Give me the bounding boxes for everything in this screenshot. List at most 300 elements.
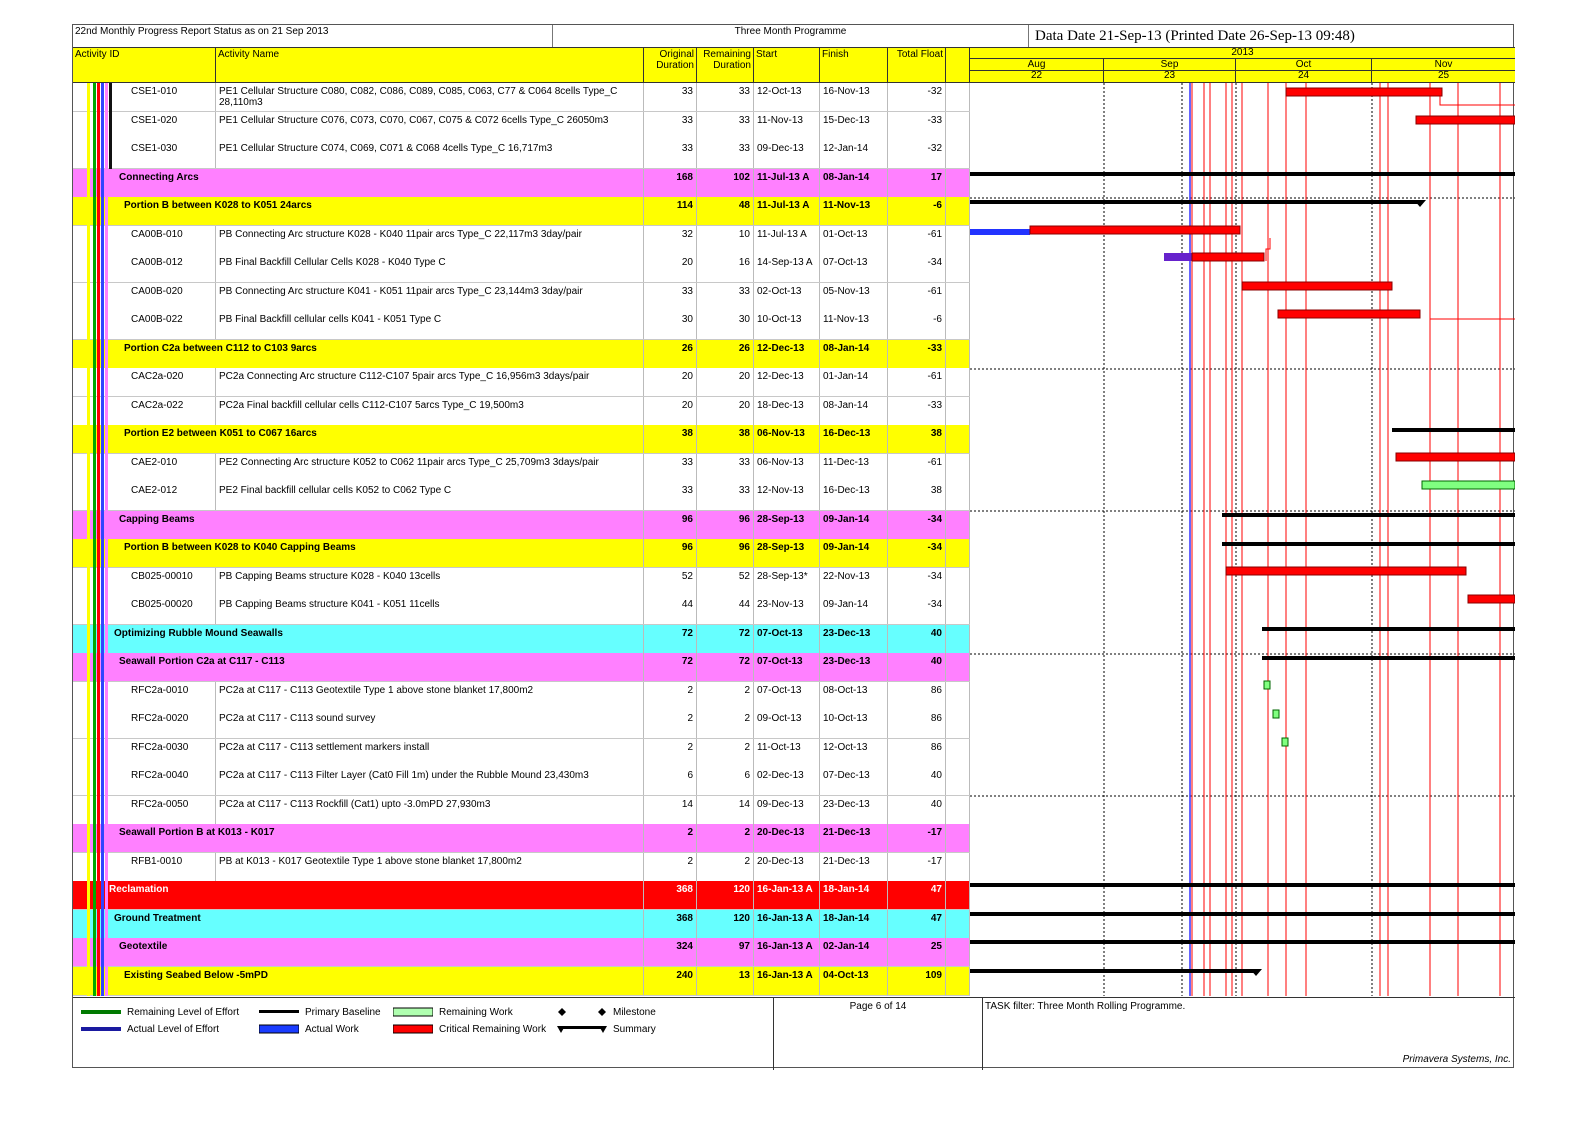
activity-name-line1: PB Capping Beams structure K041 - K051 11cells [219, 599, 440, 610]
timescale-weeks [970, 71, 1515, 82]
bar-summary [970, 200, 1420, 204]
col-remaining-duration-line1: Remaining [703, 49, 751, 60]
activity-id: RFC2a-0010 [73, 682, 216, 710]
legend-label: Milestone [613, 1007, 656, 1018]
activity-row[interactable] [73, 596, 970, 625]
activity-row[interactable] [73, 796, 970, 825]
cell-od: 2 [644, 682, 697, 710]
cell-tf: -33 [888, 112, 946, 140]
bar-actual-progress [1164, 253, 1192, 261]
cell-od: 33 [644, 283, 697, 311]
indent-bar-yellow [87, 83, 90, 996]
cell-tf: 40 [888, 796, 946, 824]
wbs-row[interactable] [73, 625, 970, 654]
bar-critical [1278, 310, 1420, 318]
cell-rd: 52 [697, 568, 754, 596]
cell-finish: 12-Oct-13 [820, 739, 888, 767]
bar-summary [1262, 656, 1515, 660]
legend-label: Primary Baseline [305, 1007, 381, 1018]
col-original-duration-line2: Duration [656, 60, 694, 71]
cell-finish: 23-Dec-13 [820, 796, 888, 824]
activity-row[interactable] [73, 311, 970, 340]
cell-tf: 25 [888, 938, 946, 966]
cell-od: 44 [644, 596, 697, 624]
cell-finish: 16-Dec-13 [820, 425, 888, 453]
cell-tf: 47 [888, 910, 946, 938]
legend-label: Remaining Level of Effort [127, 1007, 240, 1018]
cell-rd: 33 [697, 454, 754, 482]
activity-name-line1: PE1 Cellular Structure C080, C082, C086, C089, C085, C063, C77 & C064 8cells Type_C [219, 86, 618, 97]
cell-rd: 14 [697, 796, 754, 824]
cell-rd: 13 [697, 967, 754, 995]
week-23: 23 [1104, 71, 1236, 82]
cell-extra [946, 910, 970, 938]
activity-row[interactable] [73, 454, 970, 483]
cell-finish: 18-Jan-14 [820, 910, 888, 938]
legend-milestone [557, 1006, 656, 1020]
red-bar-icon [393, 1024, 433, 1034]
cell-tf: 86 [888, 682, 946, 710]
activity-name [216, 254, 644, 282]
cell-rd: 72 [697, 625, 754, 653]
col-finish[interactable]: Finish [820, 48, 888, 82]
activity-id: CAC2a-022 [73, 397, 216, 425]
cell-finish: 16-Dec-13 [820, 482, 888, 510]
cell-start: 16-Jan-13 A [754, 910, 820, 938]
cell-extra [946, 938, 970, 966]
cell-rd: 2 [697, 739, 754, 767]
cell-od: 96 [644, 511, 697, 539]
bar-remaining [1422, 481, 1515, 489]
cell-finish: 11-Dec-13 [820, 454, 888, 482]
wbs-name: Optimizing Rubble Mound Seawalls [73, 625, 644, 653]
cell-rd: 10 [697, 226, 754, 254]
cell-tf: -32 [888, 83, 946, 111]
cell-finish: 12-Jan-14 [820, 140, 888, 168]
cell-rd: 120 [697, 881, 754, 909]
activity-row[interactable] [73, 283, 970, 312]
activity-name [216, 368, 644, 396]
timescale-header [970, 48, 1515, 82]
cell-od: 33 [644, 482, 697, 510]
cell-start: 12-Dec-13 [754, 340, 820, 368]
cell-start: 23-Nov-13 [754, 596, 820, 624]
indent-bar-magenta [105, 83, 108, 996]
activity-row[interactable] [73, 710, 970, 739]
cell-od: 368 [644, 910, 697, 938]
activity-id: CAE2-010 [73, 454, 216, 482]
cell-tf: -61 [888, 454, 946, 482]
activity-id: CA00B-022 [73, 311, 216, 339]
cell-start: 11-Jul-13 A [754, 169, 820, 197]
indent-bar-green [93, 83, 96, 996]
activity-name-line1: PC2a at C117 - C113 settlement markers install [219, 741, 430, 753]
cell-rd: 96 [697, 511, 754, 539]
cell-finish: 08-Jan-14 [820, 169, 888, 197]
activity-row[interactable] [73, 767, 970, 796]
cell-tf: 38 [888, 482, 946, 510]
activity-name [216, 454, 644, 482]
cell-tf: -34 [888, 511, 946, 539]
cell-start: 20-Dec-13 [754, 853, 820, 881]
wbs-name: Capping Beams [73, 511, 644, 539]
activity-name [216, 767, 644, 795]
activity-name-line1: PC2a Connecting Arc structure C112-C107 5pair arcs Type_C 16,956m3 3days/pair [219, 371, 590, 382]
cell-od: 14 [644, 796, 697, 824]
cell-od: 52 [644, 568, 697, 596]
activity-name-line1: PE2 Connecting Arc structure K052 to C062 11pair arcs Type_C 25,709m3 3days/pair [219, 456, 599, 468]
cell-extra [946, 397, 970, 425]
cell-rd: 20 [697, 368, 754, 396]
wbs-row[interactable] [73, 340, 970, 369]
cell-tf: -33 [888, 340, 946, 368]
cell-finish: 05-Nov-13 [820, 283, 888, 311]
activity-name [216, 226, 644, 254]
month-nov: Nov [1434, 59, 1453, 70]
wbs-row[interactable] [73, 967, 970, 996]
cell-extra [946, 824, 970, 852]
wbs-row[interactable] [73, 824, 970, 853]
legend-actual-loe [81, 1023, 219, 1037]
cell-extra [946, 653, 970, 681]
cell-start: 06-Nov-13 [754, 454, 820, 482]
activity-name-line1: PE1 Cellular Structure C074, C069, C071 & C068 4cells Type_C 16,717m3 [219, 143, 553, 154]
activity-name-line1: PC2a at C117 - C113 Rockfill (Cat1) upto -3.0mPD 27,930m3 [219, 798, 491, 810]
cell-start: 11-Nov-13 [754, 112, 820, 140]
cell-tf: -17 [888, 824, 946, 852]
activity-name-line1: PB Final Backfill cellular cells K041 - K051 Type C [219, 314, 442, 325]
legend [73, 997, 1515, 1069]
cell-finish: 11-Nov-13 [820, 197, 888, 225]
col-extra [946, 48, 970, 82]
cell-od: 2 [644, 824, 697, 852]
cell-start: 07-Oct-13 [754, 625, 820, 653]
wbs-row[interactable] [73, 539, 970, 568]
cell-start: 12-Nov-13 [754, 482, 820, 510]
legend-actual-work [259, 1023, 359, 1037]
activity-id: CSE1-030 [73, 140, 216, 168]
cell-tf: -61 [888, 283, 946, 311]
bar-actual [970, 229, 1030, 235]
cell-extra [946, 340, 970, 368]
cell-extra [946, 197, 970, 225]
programme-title: Three Month Programme [553, 25, 1029, 47]
summary-icon [557, 1024, 607, 1034]
wbs-name: Reclamation [73, 881, 644, 909]
bar-critical [1242, 282, 1392, 290]
legend-remaining-loe [81, 1006, 239, 1020]
activity-row[interactable] [73, 368, 970, 397]
cell-od: 20 [644, 397, 697, 425]
legend-label: Actual Work [305, 1024, 359, 1035]
cell-tf: -6 [888, 197, 946, 225]
activity-row[interactable] [73, 397, 970, 426]
cell-rd: 2 [697, 710, 754, 738]
wbs-row[interactable] [73, 938, 970, 967]
cell-od: 2 [644, 739, 697, 767]
activity-name [216, 853, 644, 881]
cell-finish: 09-Jan-14 [820, 539, 888, 567]
activity-name-line1: PB Final Backfill Cellular Cells K028 - K040 Type C [219, 257, 446, 268]
cell-finish: 16-Nov-13 [820, 83, 888, 111]
bar-summary [1222, 513, 1515, 517]
activity-name [216, 311, 644, 339]
cell-od: 33 [644, 83, 697, 111]
wbs-row[interactable] [73, 169, 970, 198]
bar-summary [1262, 627, 1515, 631]
bar-summary [1392, 428, 1515, 432]
col-remaining-duration[interactable] [697, 48, 754, 82]
activity-name-line1: PC2a at C117 - C113 Geotextile Type 1 above stone blanket 17,800m2 [219, 684, 534, 696]
col-start[interactable]: Start [754, 48, 820, 82]
cell-start: 12-Oct-13 [754, 83, 820, 111]
activity-id: CA00B-010 [73, 226, 216, 254]
cell-extra [946, 853, 970, 881]
activity-id: CB025-00020 [73, 596, 216, 624]
cell-start: 28-Sep-13 [754, 539, 820, 567]
cell-od: 240 [644, 967, 697, 995]
cell-extra [946, 368, 970, 396]
col-original-duration-line1: Original [659, 49, 694, 60]
activity-name [216, 83, 644, 111]
cell-start: 07-Oct-13 [754, 682, 820, 710]
activity-row[interactable] [73, 254, 970, 283]
activity-name-line1: PE1 Cellular Structure C076, C073, C070, C067, C075 & C072 6cells Type_C 26050m3 [219, 114, 609, 126]
activity-row[interactable] [73, 568, 970, 597]
milestone-icon [557, 1007, 607, 1017]
cell-extra [946, 796, 970, 824]
cell-start: 20-Dec-13 [754, 824, 820, 852]
cell-tf: 17 [888, 169, 946, 197]
cell-rd: 2 [697, 853, 754, 881]
wbs-name: Ground Treatment [73, 910, 644, 938]
wbs-row[interactable] [73, 511, 970, 540]
cell-od: 33 [644, 112, 697, 140]
cell-extra [946, 254, 970, 282]
cell-rd: 26 [697, 340, 754, 368]
cell-tf: -6 [888, 311, 946, 339]
activity-name [216, 682, 644, 710]
cell-extra [946, 739, 970, 767]
timescale-months [970, 59, 1515, 71]
cell-rd: 33 [697, 283, 754, 311]
cell-start: 09-Oct-13 [754, 710, 820, 738]
cell-finish: 23-Dec-13 [820, 653, 888, 681]
cell-finish: 22-Nov-13 [820, 568, 888, 596]
activity-id: RFC2a-0030 [73, 739, 216, 767]
cell-rd: 2 [697, 682, 754, 710]
cell-extra [946, 511, 970, 539]
week-25: 25 [1437, 70, 1450, 81]
col-activity-name[interactable]: Activity Name [216, 48, 644, 82]
activity-name [216, 112, 644, 140]
legend-critical-work [393, 1023, 546, 1037]
cell-extra [946, 967, 970, 995]
cell-od: 168 [644, 169, 697, 197]
activity-row[interactable] [73, 140, 970, 169]
wbs-name: Seawall Portion C2a at C117 - C113 [73, 653, 644, 681]
cell-finish: 08-Oct-13 [820, 682, 888, 710]
cell-rd: 97 [697, 938, 754, 966]
wbs-row[interactable] [73, 881, 970, 910]
col-activity-id[interactable]: Activity ID [73, 48, 216, 82]
activity-name-line1: PB Connecting Arc structure K041 - K051 11pair arcs Type_C 23,144m3 3day/pair [219, 285, 583, 297]
wbs-name: Portion B between K028 to K051 24arcs [73, 197, 644, 225]
activity-id: RFB1-0010 [73, 853, 216, 881]
cell-tf: -61 [888, 368, 946, 396]
cell-tf: -61 [888, 226, 946, 254]
bar-remaining [1273, 710, 1279, 718]
cell-rd: 33 [697, 112, 754, 140]
activity-id: CSE1-020 [73, 112, 216, 140]
cell-extra [946, 140, 970, 168]
activity-row[interactable] [73, 853, 970, 882]
activity-name [216, 283, 644, 311]
cell-tf: 109 [888, 967, 946, 995]
bar-remaining [1282, 738, 1288, 746]
cell-tf: -17 [888, 853, 946, 881]
cell-finish: 18-Jan-14 [820, 881, 888, 909]
bar-critical [1416, 116, 1515, 124]
cell-od: 32 [644, 226, 697, 254]
cell-extra [946, 283, 970, 311]
cell-start: 11-Jul-13 A [754, 197, 820, 225]
wbs-name: Portion B between K028 to K040 Capping Beams [73, 539, 644, 567]
activity-row[interactable] [73, 482, 970, 511]
cell-finish: 01-Oct-13 [820, 226, 888, 254]
legend-label: Summary [613, 1024, 656, 1035]
legend-summary [557, 1023, 656, 1037]
bar-remaining [1264, 681, 1270, 689]
cell-extra [946, 425, 970, 453]
activity-name [216, 596, 644, 624]
wbs-row[interactable] [73, 653, 970, 682]
cell-od: 20 [644, 254, 697, 282]
activity-name [216, 796, 644, 824]
activity-name [216, 482, 644, 510]
cell-tf: -34 [888, 596, 946, 624]
cell-start: 16-Jan-13 A [754, 938, 820, 966]
cell-extra [946, 454, 970, 482]
activity-id: CB025-00010 [73, 568, 216, 596]
month-oct: Oct [1236, 59, 1372, 70]
activity-row[interactable] [73, 112, 970, 141]
cell-finish: 01-Jan-14 [820, 368, 888, 396]
wbs-name: Geotextile [73, 938, 644, 966]
bar-summary [1222, 542, 1515, 546]
cell-rd: 20 [697, 397, 754, 425]
cell-start: 16-Jan-13 A [754, 967, 820, 995]
cell-start: 11-Jul-13 A [754, 226, 820, 254]
activity-id: RFC2a-0040 [73, 767, 216, 795]
activity-name [216, 568, 644, 596]
cell-od: 30 [644, 311, 697, 339]
cell-rd: 33 [697, 482, 754, 510]
cell-od: 20 [644, 368, 697, 396]
cell-rd: 33 [697, 140, 754, 168]
wbs-row[interactable] [73, 910, 970, 939]
cell-rd: 30 [697, 311, 754, 339]
blue-bar-icon [259, 1024, 299, 1034]
cell-tf: 38 [888, 425, 946, 453]
cell-extra [946, 625, 970, 653]
cell-tf: -34 [888, 568, 946, 596]
wbs-name: Portion C2a between C112 to C103 9arcs [73, 340, 644, 368]
activity-row[interactable] [73, 682, 970, 711]
cell-start: 02-Dec-13 [754, 767, 820, 795]
cell-start: 11-Oct-13 [754, 739, 820, 767]
cell-extra [946, 568, 970, 596]
task-filter: TASK filter: Three Month Rolling Programme. [985, 1001, 1186, 1012]
indent-bar-red [97, 83, 100, 996]
col-original-duration[interactable] [644, 48, 697, 82]
legend-label: Critical Remaining Work [439, 1024, 547, 1035]
activity-name-line1: PC2a at C117 - C113 Filter Layer (Cat0 Fill 1m) under the Rubble Mound 23,430m3 [219, 770, 589, 781]
cell-rd: 33 [697, 83, 754, 111]
cell-finish: 21-Dec-13 [820, 824, 888, 852]
cell-rd: 44 [697, 596, 754, 624]
activity-row[interactable] [73, 226, 970, 255]
wbs-name: Portion E2 between K051 to C067 16arcs [73, 425, 644, 453]
col-remaining-duration-line2: Duration [713, 60, 751, 71]
activity-name-line1: PE2 Final backfill cellular cells K052 to C062 Type C [219, 485, 452, 496]
activity-row[interactable] [73, 83, 970, 112]
cell-start: 12-Dec-13 [754, 368, 820, 396]
cell-finish: 08-Jan-14 [820, 397, 888, 425]
cell-rd: 102 [697, 169, 754, 197]
cell-finish: 10-Oct-13 [820, 710, 888, 738]
cell-rd: 96 [697, 539, 754, 567]
vendor-credit: Primavera Systems, Inc. [1402, 1054, 1511, 1065]
activity-id: RFC2a-0020 [73, 710, 216, 738]
cell-finish: 23-Dec-13 [820, 625, 888, 653]
activity-name [216, 710, 644, 738]
wbs-row[interactable] [73, 425, 970, 454]
cell-start: 18-Dec-13 [754, 397, 820, 425]
cell-od: 96 [644, 539, 697, 567]
cell-extra [946, 682, 970, 710]
cell-finish: 09-Jan-14 [820, 596, 888, 624]
cell-od: 26 [644, 340, 697, 368]
cell-rd: 48 [697, 197, 754, 225]
data-date: Data Date 21-Sep-13 (Printed Date 26-Sep-13 09:48) [1035, 28, 1355, 44]
cell-rd: 6 [697, 767, 754, 795]
cell-start: 28-Sep-13* [754, 568, 820, 596]
logic-link [1430, 293, 1515, 319]
cell-tf: 40 [888, 767, 946, 795]
wbs-row[interactable] [73, 197, 970, 226]
cell-od: 2 [644, 710, 697, 738]
cell-finish: 08-Jan-14 [820, 340, 888, 368]
col-total-float[interactable]: Total Float [888, 48, 946, 82]
activity-name-line1: PC2a at C117 - C113 sound survey [219, 713, 376, 724]
cell-extra [946, 311, 970, 339]
activity-name-line1: PB Connecting Arc structure K028 - K040 11pair arcs Type_C 22,117m3 3day/pair [219, 228, 582, 240]
cell-start: 06-Nov-13 [754, 425, 820, 453]
week-24: 24 [1236, 71, 1372, 82]
activity-name-line2: 28,110m3 [219, 97, 263, 108]
cell-extra [946, 169, 970, 197]
cell-finish: 21-Dec-13 [820, 853, 888, 881]
cell-start: 02-Oct-13 [754, 283, 820, 311]
cell-extra [946, 881, 970, 909]
activity-row[interactable] [73, 739, 970, 768]
cell-start: 07-Oct-13 [754, 653, 820, 681]
cell-extra [946, 482, 970, 510]
legend-remaining-work [393, 1006, 513, 1020]
activity-id: CA00B-020 [73, 283, 216, 311]
cell-start: 28-Sep-13 [754, 511, 820, 539]
